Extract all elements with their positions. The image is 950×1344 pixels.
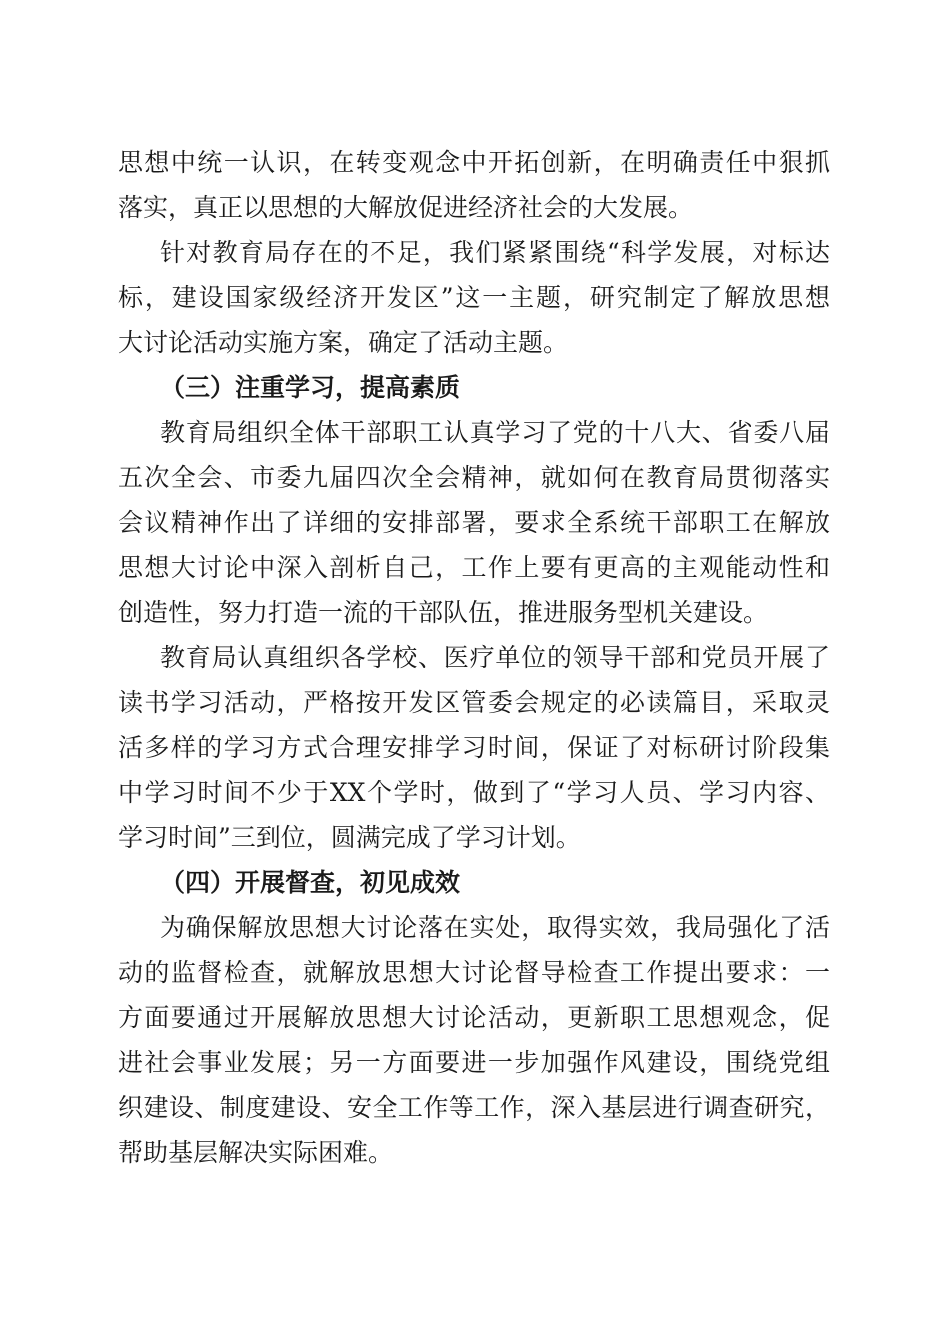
- text-line: 织建设、制度建设、安全工作等工作，深入基层进行调查研究，: [118, 1093, 830, 1122]
- paragraph: [118, 635, 830, 860]
- paragraph: [118, 905, 830, 1175]
- text-line: 读书学习活动，严格按开发区管委会规定的必读篇目，采取灵: [118, 688, 830, 717]
- text-line: 教育局认真组织各学校、医疗单位的领导干部和党员开展了: [160, 643, 830, 672]
- document-body: [118, 140, 830, 1175]
- text-line: 教育局组织全体干部职工认真学习了党的十八大、省委八届: [160, 418, 830, 447]
- paragraph: [118, 140, 830, 230]
- text-line: 为确保解放思想大讨论落在实处，取得实效，我局强化了活: [160, 913, 830, 942]
- text-line: 学习时间”三到位，圆满完成了学习计划。: [118, 823, 581, 852]
- section-heading: [118, 860, 830, 905]
- section-heading: [118, 365, 830, 410]
- text-line: 创造性，努力打造一流的干部队伍，推进服务型机关建设。: [118, 598, 769, 627]
- text-line: 中学习时间不少于XX个学时，做到了“学习人员、学习内容、: [118, 778, 830, 807]
- paragraph: [118, 410, 830, 635]
- paragraph: [118, 230, 830, 365]
- text-line: 针对教育局存在的不足，我们紧紧围绕“科学发展，对标达: [160, 238, 830, 267]
- text-line: 动的监督检查，就解放思想大讨论督导检查工作提出要求：一: [118, 958, 830, 987]
- text-line: 大讨论活动实施方案，确定了活动主题。: [118, 328, 569, 357]
- text-line: 思想中统一认识，在转变观念中开拓创新，在明确责任中狠抓: [118, 148, 830, 177]
- text-line: 进社会事业发展；另一方面要进一步加强作风建设，围绕党组: [118, 1048, 830, 1077]
- text-line: 帮助基层解决实际困难。: [118, 1138, 394, 1167]
- text-line: 活多样的学习方式合理安排学习时间，保证了对标研讨阶段集: [118, 733, 830, 762]
- section-heading-text: （三）注重学习，提高素质: [160, 373, 461, 402]
- text-line: 五次全会、市委九届四次全会精神，就如何在教育局贯彻落实: [118, 463, 830, 492]
- text-line: 落实，真正以思想的大解放促进经济社会的大发展。: [118, 193, 694, 222]
- section-heading-text: （四）开展督查，初见成效: [160, 868, 461, 897]
- text-line: 标，建设国家级经济开发区”这一主题，研究制定了解放思想: [118, 283, 830, 312]
- text-line: 方面要通过开展解放思想大讨论活动，更新职工思想观念，促: [118, 1003, 830, 1032]
- text-line: 思想大讨论中深入剖析自己，工作上要有更高的主观能动性和: [118, 553, 830, 582]
- text-line: 会议精神作出了详细的安排部署，要求全系统干部职工在解放: [118, 508, 830, 537]
